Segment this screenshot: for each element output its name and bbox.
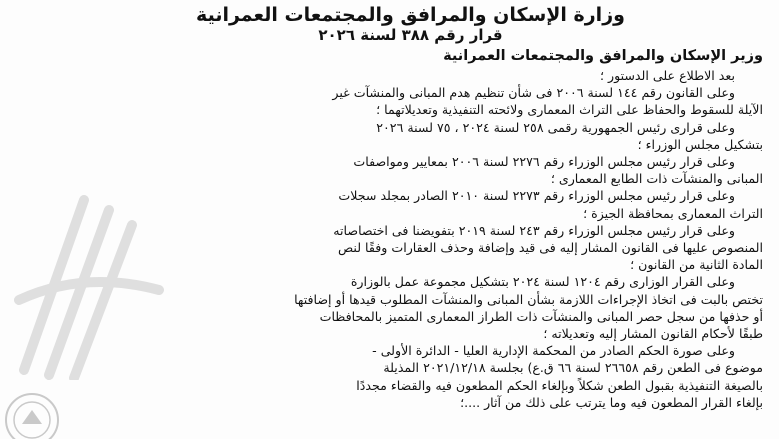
line-1: بعد الاطلاع على الدستور ؛ bbox=[599, 68, 735, 83]
line-4: وعلى قرارى رئيس الجمهورية رقمى ٢٥٨ لسنة ٢٠٢٤ ، ٧٥ لسنة ٢٠٢٦ bbox=[376, 119, 735, 135]
line-7: المبانى والمنشآت ذات الطابع المعمارى ؛ bbox=[550, 171, 763, 187]
line-14: تختص بالبت فى اتخاذ الإجراءات اللازمة بشأن المبانى والمنشآت المطلوب قيدها أو إضافتها bbox=[294, 291, 763, 307]
minister-title: وزير الإسكان والمرافق والمجتمعات العمرانية bbox=[443, 48, 763, 64]
line-20: بإلغاء القرار المطعون فيه وما يترتب على ذلك من آثار ....؛ bbox=[460, 394, 763, 410]
line-6: وعلى قرار رئيس مجلس الوزراء رقم ٢٢٧٦ لسنة ٢٠٠٦ بمعايير ومواصفات bbox=[353, 154, 735, 170]
line-9: التراث المعمارى بمحافظة الجيزة ؛ bbox=[583, 205, 763, 221]
line-12: المادة الثانية من القانون ؛ bbox=[630, 257, 763, 273]
line-5: بتشكيل مجلس الوزراء ؛ bbox=[637, 136, 763, 152]
line-3: الآيلة للسقوط والحفاظ على التراث المعمارى ولائحته التنفيذية وتعديلاتهما ؛ bbox=[376, 102, 763, 118]
decree-number: قرار رقم ٣٨٨ لسنة ٢٠٢٦ bbox=[318, 26, 503, 44]
line-11: المنصوص عليها فى القانون المشار إليه فى قيد وإضافة وحذف العقارات وفقًا لنص bbox=[337, 240, 763, 256]
line-8: وعلى قرار رئيس مجلس الوزراء رقم ٢٢٧٣ لسنة ٢٠١٠ الصادر بمجلد سجلات bbox=[338, 188, 735, 204]
line-16: طبقًا لأحكام القانون المشار إليه وتعديلاته ؛ bbox=[543, 326, 763, 342]
decree-document bbox=[58, 4, 763, 411]
line-2: وعلى القانون رقم ١٤٤ لسنة ٢٠٠٦ فى شأن تنظيم هدم المبانى والمنشآت غير bbox=[332, 85, 735, 101]
line-13: وعلى القرار الوزارى رقم ١٢٠٤ لسنة ٢٠٢٤ بتشكيل مجموعة عمل بالوزارة bbox=[350, 274, 735, 290]
ministry-title: وزارة الإسكان والمرافق والمجتمعات العمرانية bbox=[196, 4, 625, 26]
line-18: موضوع فى الطعن رقم ٢٦٦٥٨ لسنة ٦٦ ق.ع) بجلسة ٢٠٢١/١٢/١٨ المذيلة bbox=[383, 360, 763, 376]
line-15: أو حذفها من سجل حصر المبانى والمنشآت ذات الطراز المعمارى المتميز بالمحافظات bbox=[319, 308, 763, 324]
line-19: بالصيغة التنفيذية بقبول الطعن شكلاً وبإلغاء الحكم المطعون فيه والقضاء مجددًا bbox=[356, 377, 763, 393]
seal-stamp bbox=[2, 390, 62, 439]
line-17: وعلى صورة الحكم الصادر من المحكمة الإدارية العليا - الدائرة الأولى - bbox=[372, 343, 735, 359]
line-10: وعلى قرار رئيس مجلس الوزراء رقم ٢٤٣ لسنة ٢٠١٩ بتفويضنا فى اختصاصاته bbox=[333, 222, 735, 238]
